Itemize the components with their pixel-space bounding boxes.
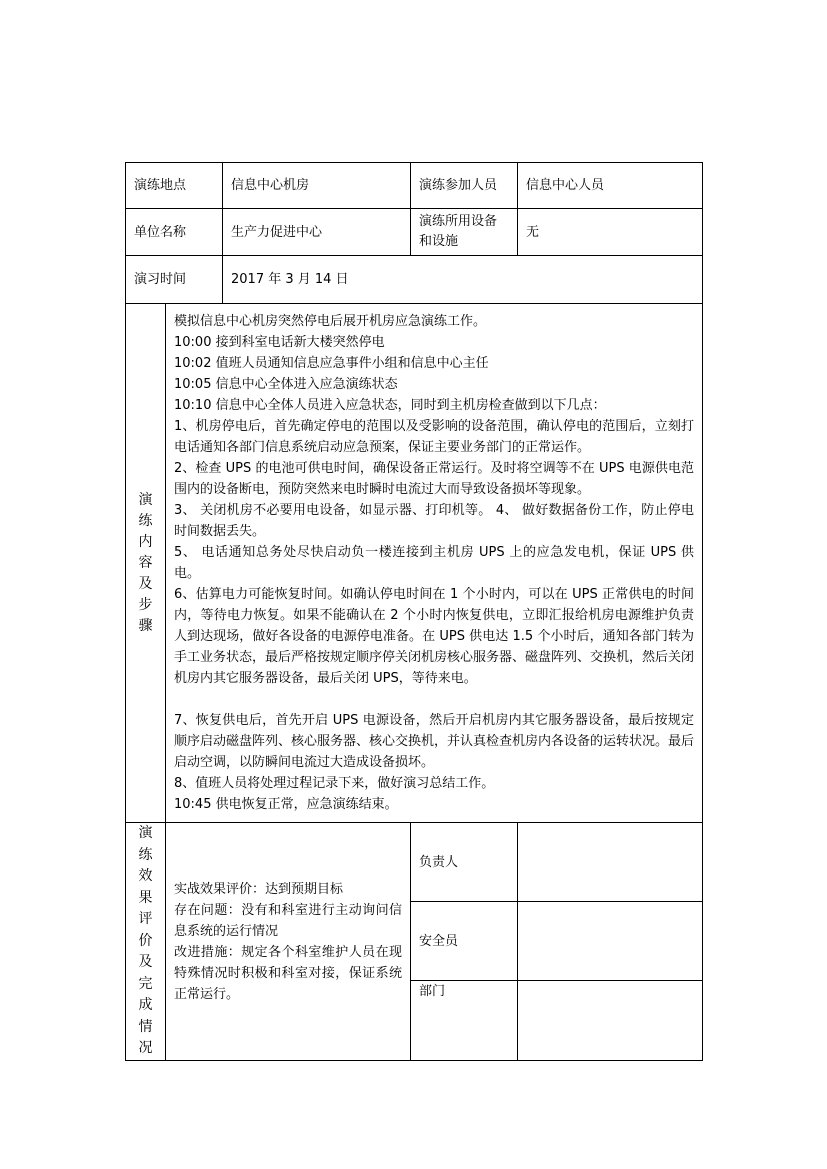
content-row: [126, 304, 703, 823]
responsible-label: 负责人: [411, 823, 518, 902]
drill-content: [166, 304, 703, 823]
eval-label-char: 价: [138, 932, 153, 949]
content-label-char: 容: [138, 554, 153, 571]
content-line: [174, 689, 694, 710]
content-line: 6、估算电力可能恢复时间。如确认停电时间在 1 个小时内，可以在 UPS 正常供电的时间内，等待电力恢复。如果不能确认在 2 个小时内恢复供电，立即汇报给机房电源维护负责人到达现场，做好各设备的电源停电准备。在 UPS 供电达 1.5 个小时后，通知各部门转为手工业务状态，最后严格按规定顺序停关闭机房核心服务器、磁盘阵列、交换机，然后关闭机房内其它服务器设备，最后关闭 UPS，等待来电。: [174, 587, 695, 686]
eval-label-char: 演: [138, 825, 153, 842]
content-line: 模拟信息中心机房突然停电后展开机房应急演练工作。: [174, 314, 487, 329]
time-label: 演习时间: [126, 256, 223, 304]
content-label-char: 练: [138, 512, 153, 529]
effect-evaluation: 实战效果评价：达到预期目标: [174, 881, 344, 897]
department-value: [518, 981, 703, 1061]
content-line: 5、 电话通知总务处尽快启动负一楼连接到主机房 UPS 上的应急发电机，保证 UPS 供电。: [174, 545, 695, 581]
content-line: 7、恢复供电后，首先开启 UPS 电源设备，然后开启机房内其它服务器设备，最后按规定顺序启动磁盘阵列、核心服务器、核心交换机，并认真检查机房内各设备的运转状况。最后启动空调，以防瞬间电流过大造成设备损坏。: [174, 713, 695, 770]
unit-row: [126, 209, 703, 256]
content-line: 10:00 接到科室电话新大楼突然停电: [174, 335, 385, 350]
eval-label-char: 成: [138, 997, 153, 1014]
content-label-char: 步: [138, 596, 153, 613]
unit-value: 生产力促进中心: [223, 209, 411, 256]
safety-officer-label: 安全员: [411, 902, 518, 981]
content-label-char: 及: [138, 575, 153, 592]
eval-label-char: 评: [138, 911, 153, 928]
location-value: 信息中心机房: [223, 163, 411, 209]
equipment-value: 无: [518, 209, 703, 256]
equipment-label: 演练所用设备和设施: [411, 209, 518, 256]
content-label-char: 演: [138, 491, 153, 508]
evaluation-text: [166, 823, 411, 1061]
content-line: 10:05 信息中心全体进入应急演练状态: [174, 377, 398, 392]
existing-problem: 存在问题：没有和科室进行主动询问信息系统的运行情况: [174, 902, 403, 939]
department-label: 部门: [411, 981, 518, 1061]
content-line: 10:10 信息中心全体人员进入应急状态，同时到主机房检查做到以下几点：: [174, 398, 606, 413]
eval-label-char: 况: [138, 1040, 153, 1057]
content-line: 2、检查 UPS 的电池可供电时间，确保设备正常运行。及时将空调等不在 UPS 电源供电范围内的设备断电，预防突然来电时瞬时电流过大而导致设备损坏等现象。: [174, 461, 695, 497]
eval-label-char: 完: [138, 975, 153, 992]
eval-label-char: 效: [138, 868, 153, 885]
location-row: [126, 163, 703, 209]
eval-label-char: 练: [138, 846, 153, 863]
improvement-measure: 改进措施：规定各个科室维护人员在现特殊情况时积极和科室对接，保证系统正常运行。: [174, 944, 403, 1002]
content-line: 10:02 值班人员通知信息应急事件小组和信息中心主任: [174, 356, 489, 371]
eval-label-char: 果: [138, 889, 153, 906]
location-label: 演练地点: [126, 163, 223, 209]
content-label-char: 骤: [138, 617, 153, 634]
participants-label: 演练参加人员: [411, 163, 518, 209]
responsible-value: [518, 823, 703, 902]
participants-value: 信息中心人员: [518, 163, 703, 209]
eval-label-char: 及: [138, 954, 153, 971]
time-value: 2017 年 3 月 14 日: [223, 256, 703, 304]
safety-officer-value: [518, 902, 703, 981]
content-line: 1、机房停电后，首先确定停电的范围以及受影响的设备范围，确认停电的范围后，立刻打电话通知各部门信息系统启动应急预案，保证主要业务部门的正常运作。: [174, 419, 695, 455]
content-label-char: 内: [138, 533, 153, 550]
content-line: 8、值班人员将处理过程记录下来，做好演习总结工作。: [174, 776, 495, 791]
content-label: [126, 304, 166, 823]
time-row: [126, 256, 703, 304]
evaluation-row-1: [126, 823, 703, 902]
content-line: 10:45 供电恢复正常，应急演练结束。: [174, 797, 398, 812]
eval-label-char: 情: [138, 1018, 153, 1035]
drill-record-table: [125, 162, 703, 1061]
evaluation-label: [126, 823, 166, 1061]
unit-label: 单位名称: [126, 209, 223, 256]
content-line: 3、 关闭机房不必要用电设备，如显示器、打印机等。 4、 做好数据备份工作，防止停电时间数据丢失。: [174, 503, 695, 539]
